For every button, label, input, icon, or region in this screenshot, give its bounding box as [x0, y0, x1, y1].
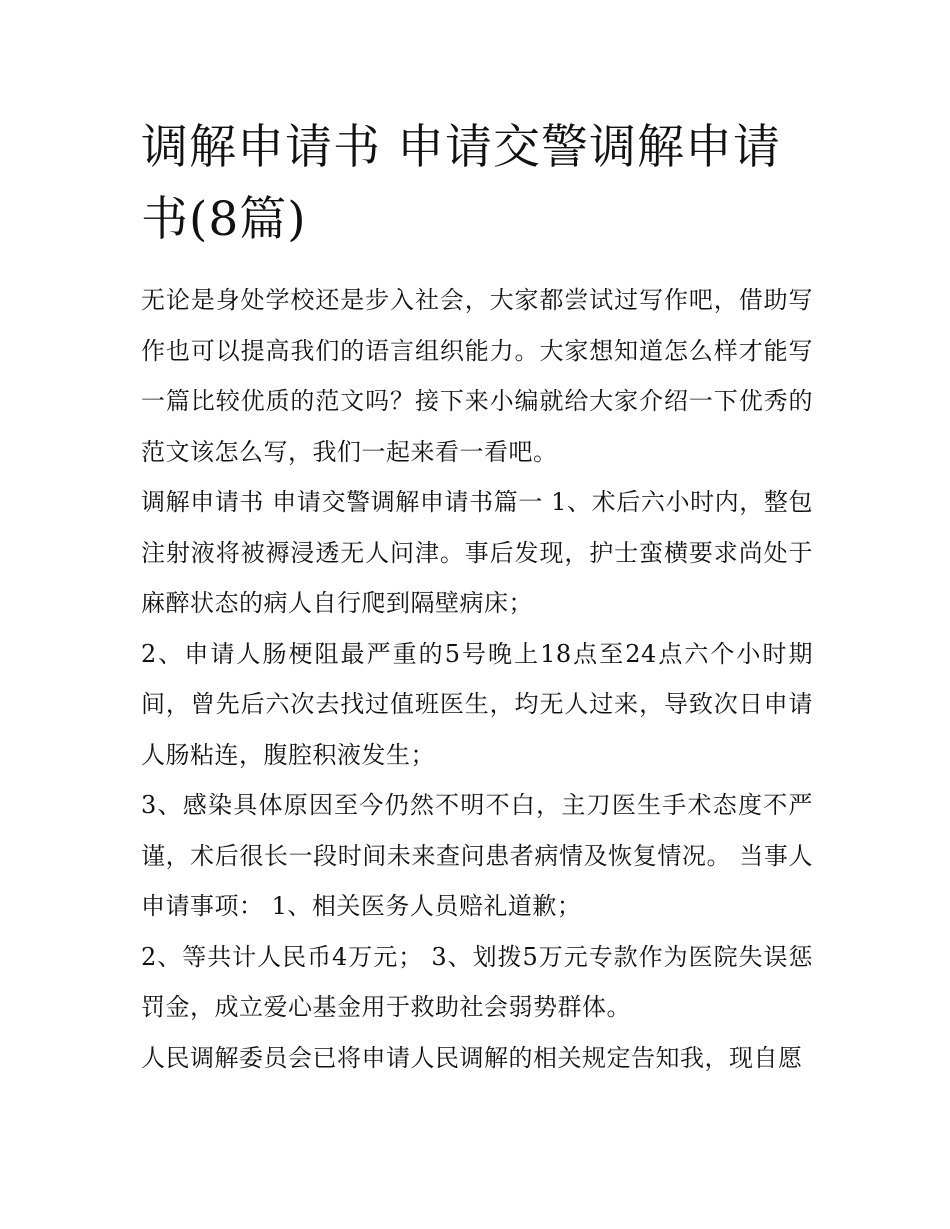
document-body: [141, 112, 813, 1083]
paragraph-item-4: 2、等共计人民币4万元； 3、划拨5万元专款作为医院失误惩罚金，成立爱心基金用于救助社会弱势群体。: [141, 942, 813, 1021]
intro-paragraph: 无论是身处学校还是步入社会，大家都尝试过写作吧，借助写作也可以提高我们的语言组织能力。大家想知道怎么样才能写一篇比较优质的范文吗？接下来小编就给大家介绍一下优秀的范文该怎么写，我们一起来看一看吧。: [141, 286, 813, 466]
paragraph-item-1: 调解申请书 申请交警调解申请书篇一 1、术后六小时内，整包注射液将被褥浸透无人问津。事后发现，护士蛮横要求尚处于麻醉状态的病人自行爬到隔壁病床；: [141, 488, 813, 617]
document-title: 调解申请书 申请交警调解申请书(8篇): [141, 120, 781, 247]
paragraph-item-5: 人民调解委员会已将申请人民调解的相关规定告知我，现自愿: [141, 1043, 803, 1072]
paragraph-item-3: 3、感染具体原因至今仍然不明不白，主刀医生手术态度不严谨，术后很长一段时间未来查问患者病情及恢复情况。 当事人申请事项： 1、相关医务人员赔礼道歉；: [141, 791, 813, 920]
paragraph-list: [141, 275, 813, 1083]
paragraph-item-2: 2、申请人肠梗阻最严重的5号晚上18点至24点六个小时期间，曾先后六次去找过值班医生，均无人过来，导致次日申请人肠粘连，腹腔积液发生；: [141, 639, 813, 769]
